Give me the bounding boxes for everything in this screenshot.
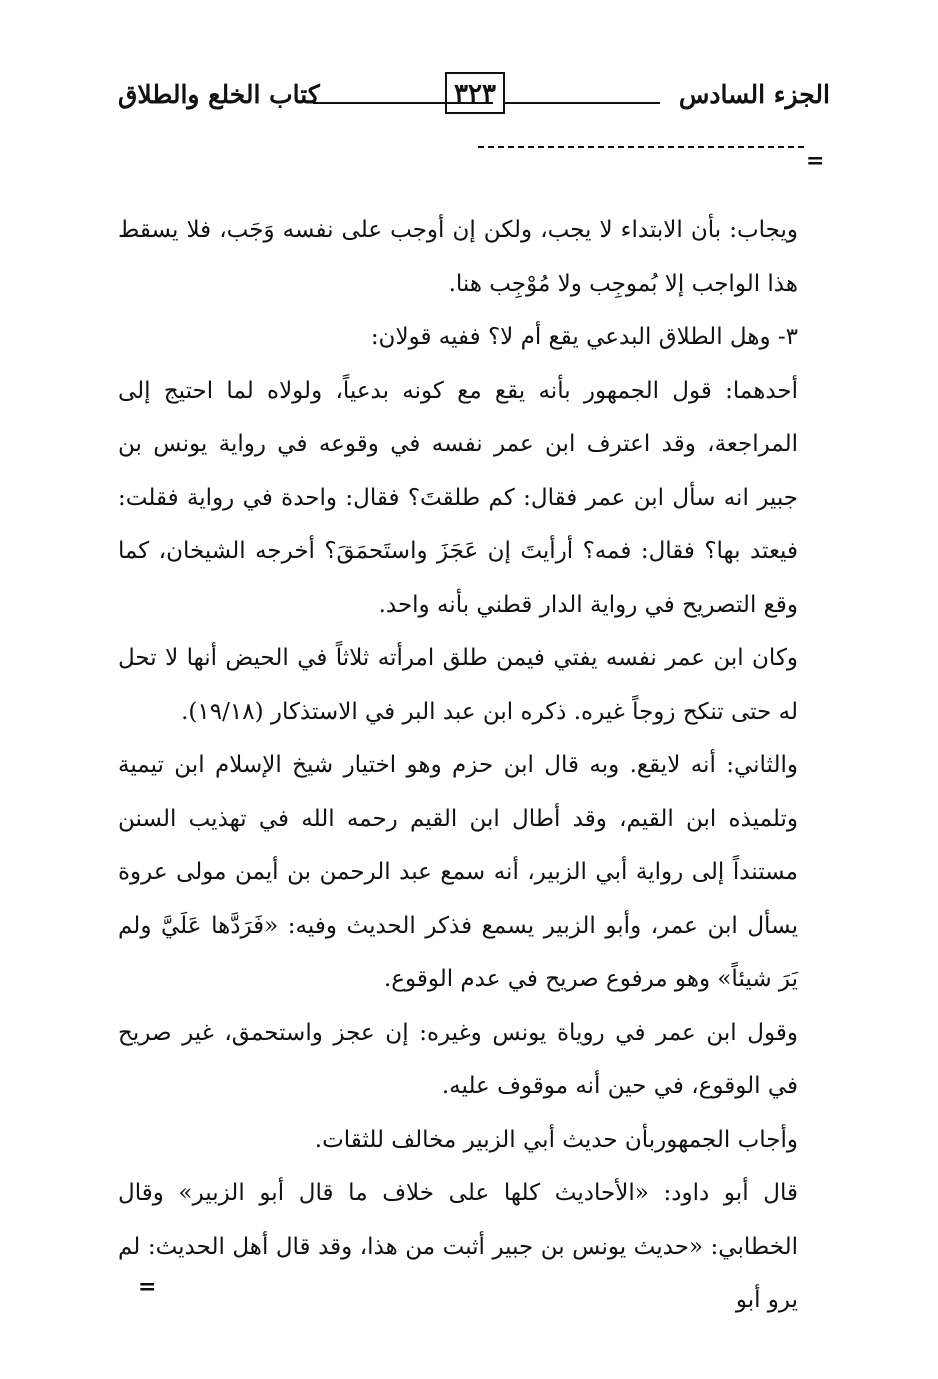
continuation-mark-bottom: = bbox=[138, 1274, 157, 1300]
header-rule-left bbox=[313, 102, 493, 104]
paragraph: وقول ابن عمر في روياة يونس وغيره: إن عجز واستحمق، غير صريح في الوقوع، في حين أنه موقوف عليه. bbox=[118, 1019, 798, 1099]
dashed-separator bbox=[478, 146, 804, 148]
page-number: ٣٢٣ bbox=[445, 72, 505, 114]
body-text bbox=[118, 204, 798, 1328]
header-rule-right bbox=[500, 102, 660, 104]
running-header bbox=[118, 72, 830, 122]
paragraph: أحدهما: قول الجمهور بأنه يقع مع كونه بدعياً، ولولاه لما احتيج إلى المراجعة، وقد اعترف ابن عمر نفسه في وقوعه في رواية يونس بن جبير انه سأل ابن عمر فقال: كم طلقتَ؟ فقال: واحدة في رواية فقلت: فيعتد بها؟ فقال: فمه؟ أرأيتَ إن عَجَزَ واستَحمَقَ؟ أخرجه الشيخان، كما وقع التصريح في رواية الدار قطني بأنه واحد. bbox=[118, 377, 798, 618]
continuation-mark-top: = bbox=[806, 148, 825, 174]
book-title: كتاب الخلع والطلاق bbox=[118, 80, 320, 109]
paragraph: والثاني: أنه لايقع. وبه قال ابن حزم وهو اختيار شيخ الإسلام ابن تيمية وتلميذه ابن القيم، وقد أطال ابن القيم رحمه الله في تهذيب السنن مستنداً إلى رواية أبي الزبير، أنه سمع عبد الرحمن بن أيمن مولى عروة يسأل ابن عمر، وأبو الزبير يسمع فذكر الحديث وفيه: «فَرَدَّها عَلَيَّ ولم يَرَ شيئاً» وهو مرفوع صريح في عدم الوقوع. bbox=[118, 752, 798, 992]
paragraph: وكان ابن عمر نفسه يفتي فيمن طلق امرأته ثلاثاً في الحيض أنها لا تحل له حتى تنكح زوجاً غيره. ذكره ابن عبد البر في الاستذكار (١٩/١٨). bbox=[118, 645, 798, 725]
part-title: الجزء السادس bbox=[678, 80, 830, 109]
paragraph: وأجاب الجمهوربأن حديث أبي الزبير مخالف للثقات. bbox=[314, 1126, 798, 1153]
paragraph: ويجاب: بأن الابتداء لا يجب، ولكن إن أوجب على نفسه وَجَب، فلا يسقط هذا الواجب إلا بُموجِب ولا مُوْجِب هنا. bbox=[118, 217, 798, 297]
paragraph: قال أبو داود: «الأحاديث كلها على خلاف ما قال أبو الزبير» وقال الخطابي: «حديث يونس بن جبير أثبت من هذا، وقد قال أهل الحديث: لم يرو أبو bbox=[118, 1180, 798, 1313]
paragraph: ٣- وهل الطلاق البدعي يقع أم لا؟ ففيه قولان: bbox=[370, 324, 798, 350]
